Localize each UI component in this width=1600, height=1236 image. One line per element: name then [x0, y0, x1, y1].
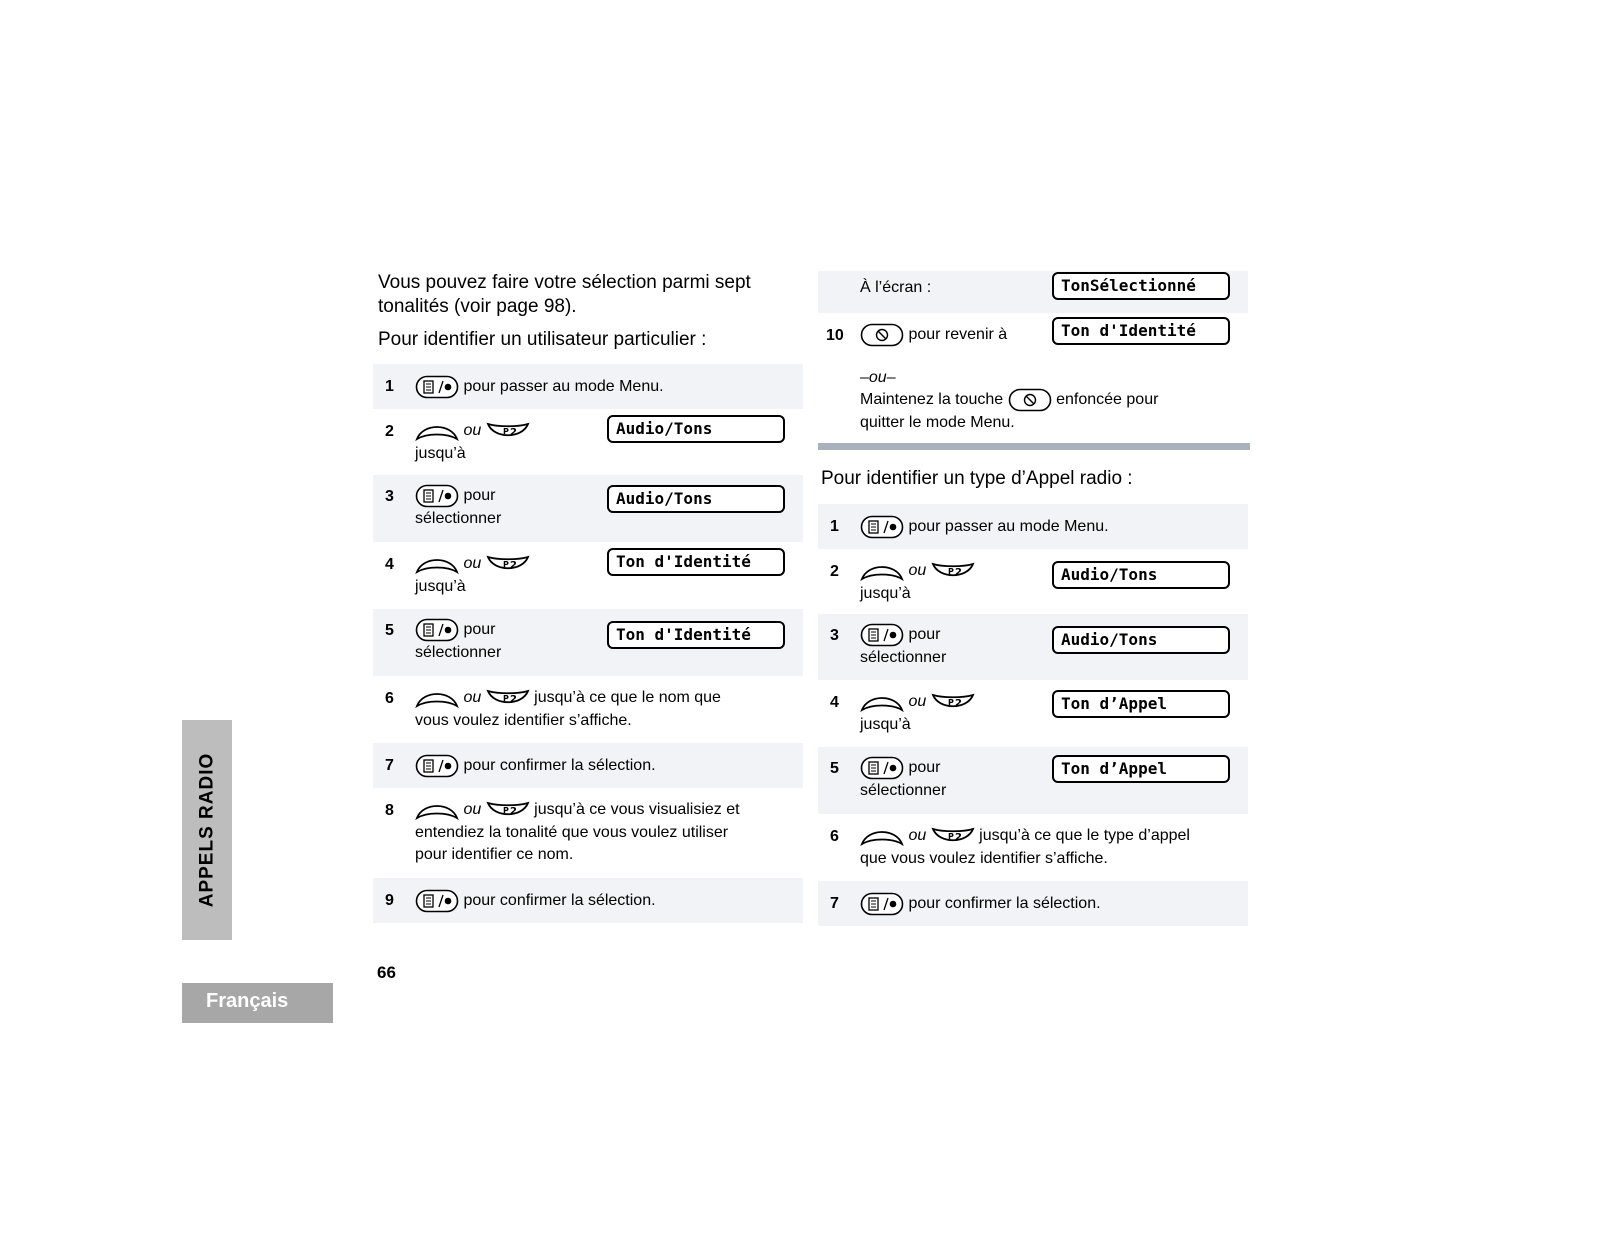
up-key-icon: [860, 690, 904, 714]
step-number: 3: [830, 627, 839, 644]
step-number: 2: [830, 563, 839, 580]
or-label: ou: [463, 555, 482, 573]
step-text: pour: [908, 626, 941, 644]
user-steps-continued: [818, 271, 1248, 443]
lcd-display: Audio/Tons: [607, 415, 785, 443]
menu-key-icon: [860, 515, 904, 539]
step-row: [373, 475, 803, 542]
step-text: jusqu’à ce que le type d’appel: [979, 827, 1190, 845]
step-text: sélectionner: [415, 644, 502, 661]
menu-key-icon: [415, 618, 459, 642]
up-key-icon: [415, 552, 459, 576]
step-text: jusqu’à: [860, 585, 911, 602]
up-key-icon: [860, 824, 904, 848]
intro-paragraph: Vous pouvez faire votre sélection parmi sept tonalités (voir page 98).: [378, 272, 751, 317]
step-text: sélectionner: [415, 510, 502, 527]
step-row: [373, 542, 803, 609]
down-p2-key-icon: [931, 559, 975, 583]
menu-key-icon: [415, 754, 459, 778]
step-text: Maintenez la touche: [860, 391, 1004, 409]
or-label: ou: [908, 693, 927, 711]
lcd-display: TonSélectionné: [1052, 272, 1230, 300]
down-p2-key-icon: [486, 419, 530, 443]
or-label: ou: [908, 827, 927, 845]
lcd-display: Audio/Tons: [1052, 561, 1230, 589]
up-key-icon: [415, 419, 459, 443]
step-text: À l’écran :: [860, 279, 932, 296]
call-type-steps-list: [818, 504, 1248, 926]
step-row: [818, 614, 1248, 680]
step-text: vous voulez identifier s’affiche.: [415, 712, 632, 729]
step-row: [373, 788, 803, 878]
menu-key-icon: [415, 889, 459, 913]
down-p2-key-icon: [486, 686, 530, 710]
step-number: 4: [830, 694, 839, 711]
lcd-display: Ton d’Appel: [1052, 690, 1230, 718]
step-text: sélectionner: [860, 782, 947, 799]
menu-key-icon: [860, 756, 904, 780]
up-key-icon: [415, 798, 459, 822]
menu-key-icon: [415, 375, 459, 399]
or-label: ou: [908, 562, 927, 580]
step-row: [373, 409, 803, 475]
side-section-tab: [182, 720, 232, 940]
menu-key-icon: [860, 623, 904, 647]
home-key-icon: [860, 323, 904, 347]
step-row: [818, 504, 1248, 549]
down-p2-key-icon: [486, 798, 530, 822]
step-row: [818, 680, 1248, 747]
step-number: 8: [385, 802, 394, 819]
step-text: jusqu’à: [860, 716, 911, 733]
step-number: 3: [385, 488, 394, 505]
user-steps-list: [373, 364, 803, 923]
step-number: 7: [830, 895, 839, 912]
step-text: sélectionner: [860, 649, 947, 666]
step-row: [818, 313, 1248, 443]
or-label: ou: [463, 689, 482, 707]
step-number: 6: [830, 828, 839, 845]
up-key-icon: [415, 686, 459, 710]
step-text: pour confirmer la sélection.: [463, 757, 656, 775]
menu-key-icon: [860, 892, 904, 916]
step-text: pour passer au mode Menu.: [908, 518, 1109, 536]
step-number: 5: [385, 622, 394, 639]
lcd-display: Ton d'Identité: [607, 548, 785, 576]
step-text: que vous voulez identifier s’affiche.: [860, 850, 1108, 867]
step-text: pour passer au mode Menu.: [463, 378, 664, 396]
step-row: [373, 743, 803, 788]
step-number: 2: [385, 423, 394, 440]
menu-key-icon: [415, 484, 459, 508]
step-row: [818, 271, 1248, 313]
step-number: 1: [385, 378, 394, 395]
step-text: pour confirmer la sélection.: [908, 895, 1101, 913]
step-text: pour: [463, 621, 496, 639]
or-label: ou: [463, 422, 482, 440]
step-row: [373, 878, 803, 923]
step-text: jusqu’à: [415, 578, 466, 595]
lcd-display: Ton d'Identité: [1052, 317, 1230, 345]
step-text: jusqu’à: [415, 445, 466, 462]
step-text: pour: [463, 487, 496, 505]
lcd-display: Ton d'Identité: [607, 621, 785, 649]
up-key-icon: [860, 559, 904, 583]
page-number: 66: [377, 963, 396, 982]
step-row: [373, 364, 803, 409]
step-text: pour identifier ce nom.: [415, 846, 574, 863]
step-number: 9: [385, 892, 394, 909]
step-text: jusqu’à ce vous visualisiez et: [534, 801, 740, 819]
step-text: quitter le mode Menu.: [860, 414, 1015, 431]
down-p2-key-icon: [931, 824, 975, 848]
or-label: ou: [463, 801, 482, 819]
step-number: 1: [830, 518, 839, 535]
step-row: [373, 676, 803, 743]
step-row: [818, 747, 1248, 814]
step-text: pour revenir à: [908, 326, 1008, 344]
home-key-icon: [1008, 388, 1052, 412]
language-tab: Français: [182, 983, 333, 1023]
step-row: [818, 814, 1248, 881]
step-text: entendiez la tonalité que vous voulez utiliser: [415, 824, 729, 841]
down-p2-key-icon: [931, 690, 975, 714]
side-tab-label: APPELS RADIO: [196, 752, 217, 908]
step-text: enfoncée pour: [1056, 391, 1159, 409]
or-separator: –ou–: [860, 369, 896, 386]
step-text: pour confirmer la sélection.: [463, 892, 656, 910]
step-number: 5: [830, 760, 839, 777]
lcd-display: Audio/Tons: [607, 485, 785, 513]
step-number: 6: [385, 690, 394, 707]
step-row: [818, 881, 1248, 926]
step-row: [818, 549, 1248, 614]
step-number: 7: [385, 757, 394, 774]
step-number: 4: [385, 556, 394, 573]
step-row: [373, 609, 803, 676]
step-text: pour: [908, 759, 941, 777]
down-p2-key-icon: [486, 552, 530, 576]
section-heading-user: Pour identifier un utilisateur particulier :: [378, 329, 707, 350]
section-heading-call-type: Pour identifier un type d’Appel radio :: [821, 468, 1133, 489]
step-number: 10: [826, 327, 844, 344]
step-text: jusqu’à ce que le nom que: [534, 689, 721, 707]
section-divider: [818, 443, 1250, 450]
lcd-display: Audio/Tons: [1052, 626, 1230, 654]
lcd-display: Ton d’Appel: [1052, 755, 1230, 783]
